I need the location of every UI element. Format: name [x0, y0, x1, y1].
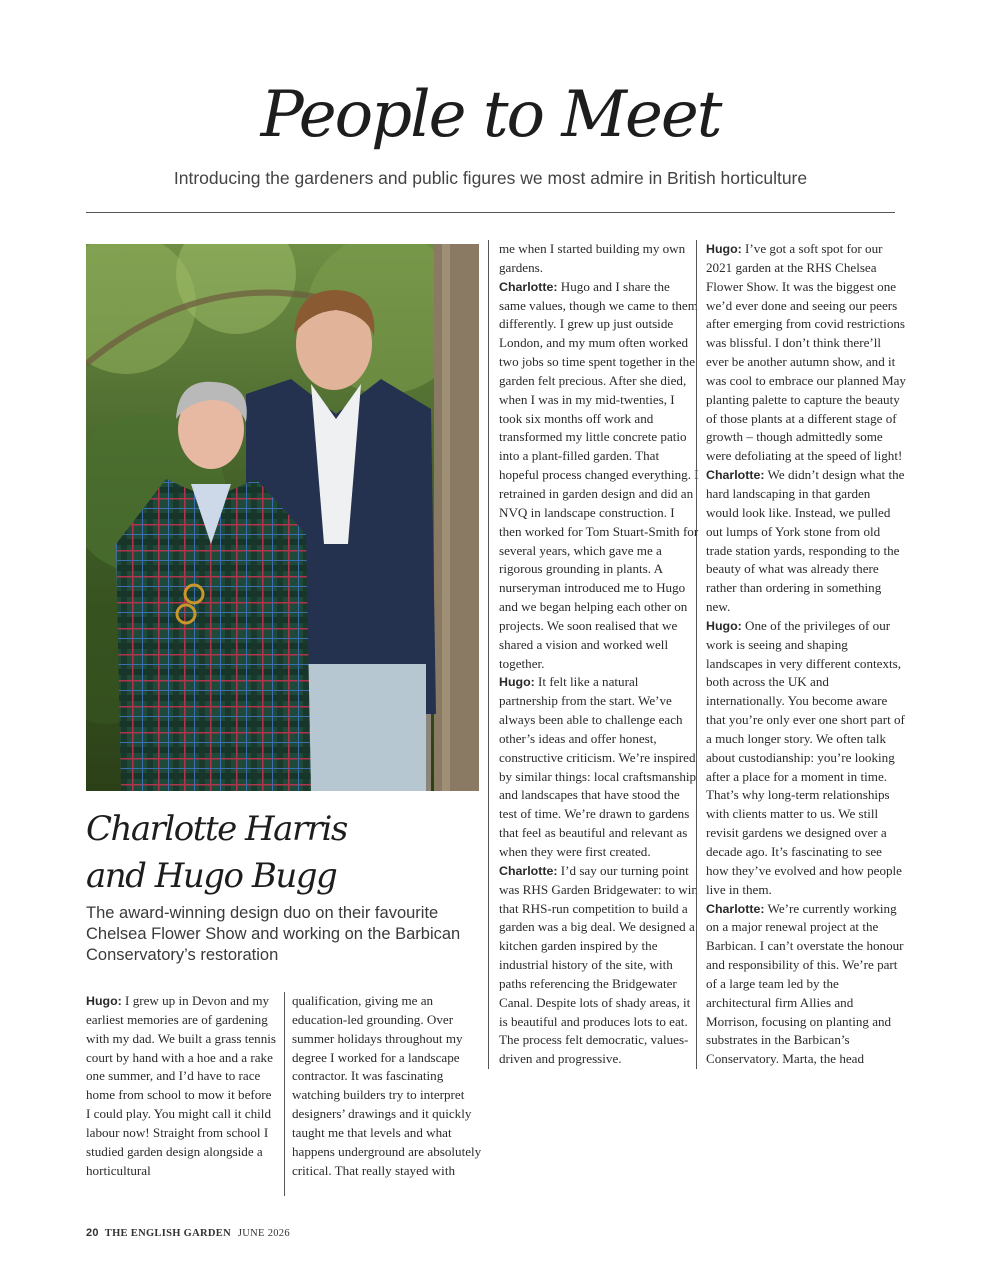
- speaker-label: Hugo:: [499, 675, 535, 690]
- feature-names: [86, 806, 486, 900]
- body-paragraph: [499, 862, 699, 1069]
- speaker-label: Charlotte:: [499, 279, 558, 294]
- magazine-name: THE ENGLISH GARDEN: [104, 1228, 231, 1239]
- column-divider-1: [284, 992, 285, 1196]
- body-paragraph: [499, 240, 699, 278]
- body-column-2: [292, 992, 482, 1180]
- body-paragraph: [706, 466, 906, 617]
- speaker-label: Charlotte:: [499, 863, 558, 878]
- body-column-4: [696, 240, 906, 1069]
- header-divider: [86, 212, 895, 213]
- page-footer: [86, 1227, 290, 1239]
- paragraph-text: me when I started building my own gardens.: [499, 241, 686, 275]
- body-paragraph: [706, 240, 906, 466]
- speaker-label: Hugo:: [86, 994, 122, 1008]
- paragraph-text: We’re currently working on a major renewal project at the Barbican. I can’t overstate the honour and responsibility of this. We’re part of a large team led by the architectural firm Allies and Morrison, focusing on planting and substrates in the Barbican’s Conservatory. Marta, the head: [706, 900, 904, 1067]
- body-column-1: [86, 992, 278, 1180]
- speaker-label: Hugo:: [706, 618, 742, 633]
- paragraph-text: I’d say our turning point was RHS Garden Bridgewater: to win that RHS-run competition to build a garden was a big deal. We designed a kitchen garden inspired by the industrial history of the site, with paths referencing the Bridgewater Canal. Despite lots of shady areas, it is beautiful and produces lots to eat. The process felt democratic, values-driven and progressive.: [499, 862, 698, 1067]
- feature-name-line-2: and Hugo Bugg: [86, 856, 337, 896]
- paragraph-text: One of the privileges of our work is seeing and shaping landscapes in very different contexts, both across the UK and internationally. You become aware that you’re only ever one short part of a much longer story. We often talk about custodianship: you’re looking after a place for a moment in time. That’s why long-term relationships with clients matter to us. We still revisit gardens we designed over a decade ago. It’s fascinating to see how they’ve evolved and how people live in them.: [706, 617, 905, 897]
- paragraph-text: qualification, giving me an education-led grounding. Over summer holidays throughout my degree I worked for a landscape contractor. It was fascinating watching builders try to interpret designers’ drawings and it quickly taught me that levels and what happens underground are absolutely critical. That really stayed with: [292, 993, 482, 1178]
- page-title: People to Meet: [260, 78, 721, 152]
- body-paragraph: [706, 900, 906, 1070]
- page-subtitle: Introducing the gardeners and public figures we most admire in British horticulture: [173, 168, 808, 188]
- paragraph-text: I’ve got a soft spot for our 2021 garden at the RHS Chelsea Flower Show. It was the biggest one we’d ever done and seeing our peers after emerging from covid restrictions was blissful. I don’t think there’ll ever be another autumn show, and it was cool to embrace our planned May planting palette to capture the beauty of those plants at a different stage of growth – though admittedly some were defoliating at the speed of light!: [706, 241, 906, 464]
- speaker-label: Charlotte:: [706, 901, 765, 916]
- body-paragraph: [86, 992, 278, 1180]
- body-paragraph: [706, 617, 906, 900]
- body-paragraph: [499, 673, 699, 861]
- paragraph-text: I grew up in Devon and my earliest memories are of gardening with my dad. We built a grass tennis court by hand with a hoe and a rake one summer, and I’d have to race home from school to mow it before I could play. You might call it child labour now! Straight from school I studied garden design alongside a horticultural: [86, 993, 276, 1178]
- paragraph-text: Hugo and I share the same values, though we came to them differently. I grew up just outside London, and my mum often worked two jobs so time spent together in the garden felt precious. After she died, when I was in my mid-twenties, I took six months off work and transformed my little concrete patio into a plant-filled garden. That hopeful process changed everything. I retrained in garden design and did an NVQ in landscape construction. I then worked for Tom Stuart-Smith for several years, which gave me a rigorous grounding in plants. A nurseryman introduced me to Hugo and we began helping each other on projects. We soon realised that we shared a vision and worked well together.: [499, 278, 699, 671]
- speaker-label: Charlotte:: [706, 468, 765, 483]
- body-column-3: [488, 240, 699, 1069]
- issue-date: JUNE 2026: [237, 1228, 290, 1239]
- speaker-label: Hugo:: [706, 242, 742, 256]
- body-paragraph: [499, 278, 699, 674]
- portrait-photo: [86, 244, 479, 791]
- paragraph-text: It felt like a natural partnership from the start. We’ve always been able to challenge each other’s ideas and offer honest, constructive criticism. We’re inspired by similar things: local craftsmanship and landscapes that have stood the test of time. We’re drawn to gardens that feel as beautiful and relevant as when they were first created.: [499, 674, 697, 859]
- paragraph-text: We didn’t design what the hard landscaping in that garden would look like. Instead, we pulled out lumps of York stone from old trade station yards, responding to the beauty of what was already there rather than ordering in something new.: [706, 467, 905, 615]
- page-number: 20: [86, 1227, 99, 1239]
- standfirst: The award-winning design duo on their favourite Chelsea Flower Show and working on the Barbican Conservatory’s restoration: [86, 904, 461, 964]
- body-paragraph: [292, 992, 482, 1180]
- feature-name-line-1: Charlotte Harris: [86, 809, 347, 849]
